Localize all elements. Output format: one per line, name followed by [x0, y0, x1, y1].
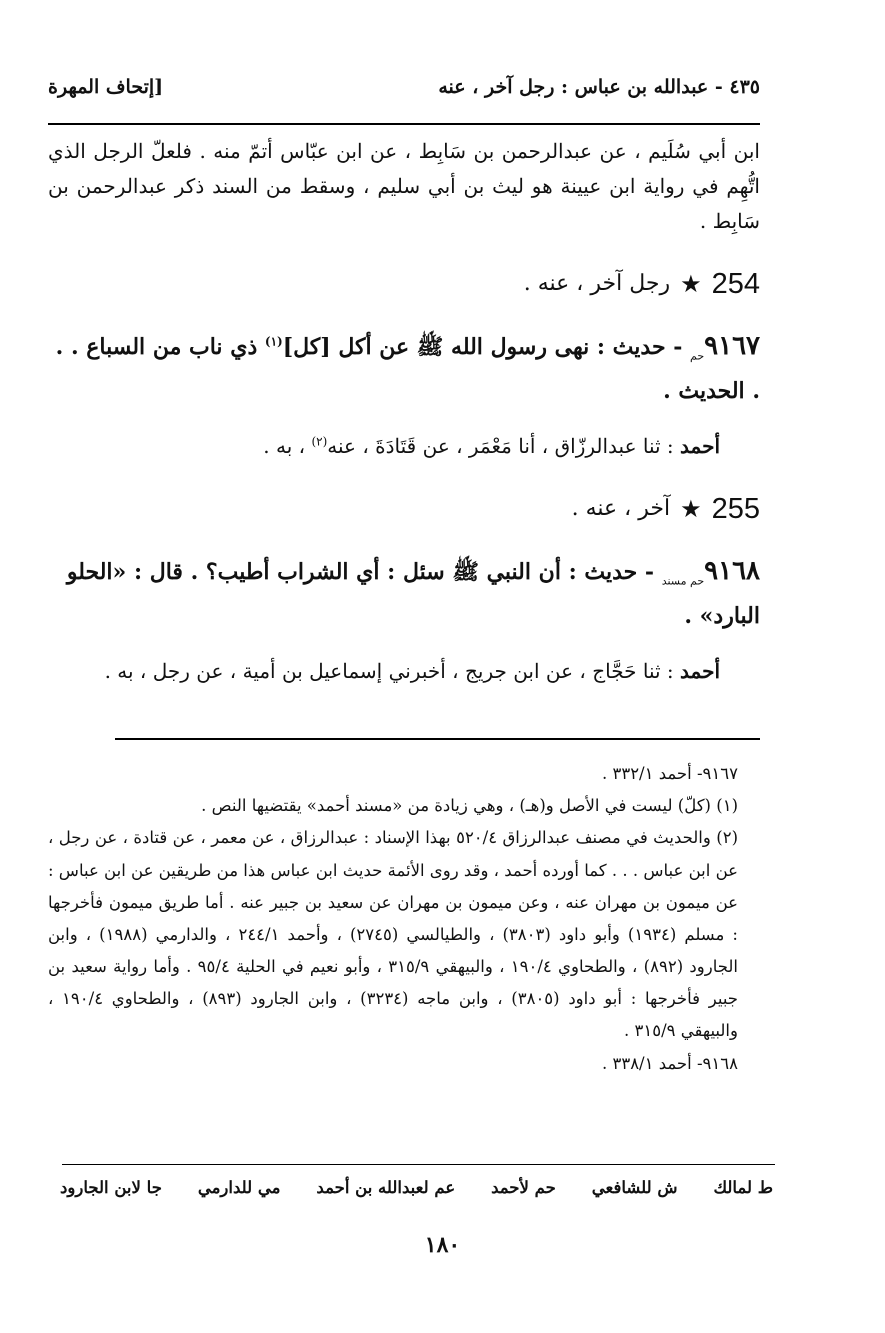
source-code: حم مسند	[661, 574, 705, 588]
page-number: ١٨٠	[424, 1232, 461, 1258]
hadith-entry	[48, 547, 760, 638]
footnote: (١) (كلّ) ليست في الأصل و(هـ) ، وهي زيادة من «مسند أحمد» يقتضيها النص .	[201, 796, 738, 816]
hadith-number: ٩١٦٧	[704, 330, 760, 361]
footnote: ٩١٦٨- أحمد ٣٣٨/١ .	[601, 1053, 738, 1073]
narrator-heading	[48, 259, 760, 310]
footnote-ref: (٢)	[311, 434, 328, 449]
hadith-text: - حديث : نهى رسول الله ﷺ عن أكل [كل]	[282, 333, 683, 360]
isnad-text: : ثنا عبدالرزّاق ، أنا مَعْمَر ، عن قَتَادَةَ ، عنه	[327, 433, 681, 458]
isnad-text: : ثنا حَجَّاج ، عن ابن جريج ، أخبرني إسماعيل بن أمية ، عن رجل ، به .	[104, 658, 681, 683]
sigla-item: جا لابن الجارود	[60, 1178, 162, 1197]
star-icon: ★	[680, 270, 702, 299]
footnote-ref: (١)	[264, 334, 283, 349]
sigla-key	[60, 1178, 773, 1197]
isnad-source: أحمد	[680, 433, 720, 458]
footnote: ٩١٦٧- أحمد ٣٣٢/١ .	[601, 764, 738, 783]
sigla-item: ش للشافعي	[591, 1178, 678, 1197]
source-code: حم	[690, 349, 705, 363]
narrator-heading	[48, 484, 760, 535]
hadith-text-cont: ذي ناب من السباع . . . الحديث .	[55, 333, 760, 405]
sigla-item: ط لمالك	[713, 1178, 773, 1197]
header-book-title: [إتحاف المهرة	[48, 76, 164, 98]
sigla-item: حم لأحمد	[491, 1178, 556, 1197]
hadith-entry	[48, 322, 760, 413]
footnote-rule	[115, 738, 760, 740]
narrator-label: رجل آخر ، عنه .	[523, 271, 671, 297]
narrator-number: 254	[711, 268, 760, 300]
isnad-source: أحمد	[680, 658, 720, 683]
header-rule	[48, 123, 760, 125]
star-icon: ★	[680, 495, 702, 524]
sigla-item: مي للدارمي	[197, 1178, 281, 1197]
narrator-label: آخر ، عنه .	[571, 496, 671, 522]
footnote: (٢) والحديث في مصنف عبدالرزاق ٥٢٠/٤ بهذا الإسناد : عبدالرزاق ، عن معمر ، عن قتادة ، عن رجل ، عن ابن عباس . . . كما أورده أحمد ، وقد روى الأئمة حديث ابن عباس هذا من طريقين عن ابن عباس : عن ميمون بن مهران عنه ، وعن ميمون بن مهران عن سعيد بن جبير عنه . أما طريق ميمون فأخرجها : مسلم (١٩٣٤) وأبو داود (٣٨٠٣) ، والطيالسي (٢٧٤٥) ، وأحمد ٢٤٤/١ ، والدارمي (١٩٨٨) ، وابن الجارود (٨٩٢) ، والطحاوي ١٩٠/٤ ، والبيهقي ٣١٥/٩ ، وأبو نعيم في الحلية ٩٥/٤ . وأما رواية سعيد بن جبير فأخرجها : أبو داود (٣٨٠٥) ، وابن ماجه (٣٢٣٤) ، وابن الجارود (٨٩٣) ، والطحاوي ١٩٠/٤ ، والبيهقي ٣١٥/٩ .	[48, 828, 739, 1041]
isnad-line	[48, 429, 720, 464]
narrator-number: 255	[711, 492, 760, 525]
sigla-item: عم لعبدالله بن أحمد	[316, 1178, 456, 1197]
running-header	[48, 70, 760, 104]
sigla-rule	[62, 1164, 775, 1165]
hadith-text: - حديث : أن النبي ﷺ سئل : أي الشراب أطيب؟ . قال : «الحلو البارد» .	[66, 558, 760, 630]
isnad-tail: ، به .	[263, 433, 312, 458]
footnotes	[48, 758, 760, 1080]
isnad-line	[48, 654, 720, 689]
main-text	[48, 134, 760, 705]
hadith-number: ٩١٦٨	[704, 555, 760, 586]
paragraph: ابن أبي سُلَيم ، عن عبدالرحمن بن سَابِط ، عن ابن عبّاس أتمّ منه . فلعلّ الرجل الذي اتُّهِم في رواية ابن عيينة هو ليث بن أبي سليم ، وسقط من السند ذكر عبدالرحمن بن سَابِط .	[48, 139, 760, 233]
header-chapter: ٤٣٥ - عبدالله بن عباس : رجل آخر ، عنه	[438, 76, 760, 98]
